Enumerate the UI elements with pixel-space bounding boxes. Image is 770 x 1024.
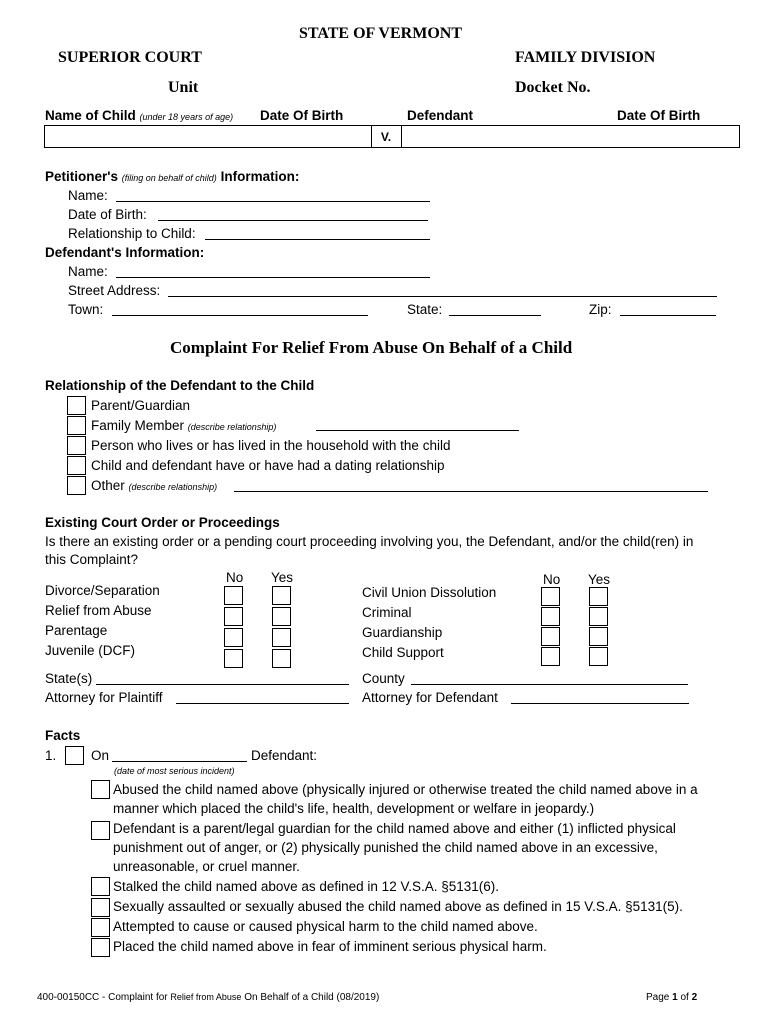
proceeding-divorce: Divorce/Separation [45,583,160,598]
defendant-name-label: Name: [68,264,108,279]
versus-cell: V. [371,126,402,147]
checkbox-parent-guardian[interactable] [67,396,86,415]
relief-from-abuse-no-checkbox[interactable] [224,607,243,626]
fact-sexual-assault-checkbox[interactable] [91,898,110,917]
fact-punishment-line1: Defendant is a parent/legal guardian for the child named above and either (1) inflicted physical [113,821,676,836]
petitioner-dob-field[interactable] [158,220,428,221]
fact-punishment-checkbox[interactable] [91,821,110,840]
fact-fear: Placed the child named above in fear of imminent serious physical harm. [113,939,547,954]
defendant-label: Defendant [407,108,474,123]
guardianship-yes-checkbox[interactable] [589,627,608,646]
court-orders-heading: Existing Court Order or Proceedings [45,515,280,530]
relationship-heading: Relationship of the Defendant to the Child [45,378,315,393]
fact-physical-harm-checkbox[interactable] [91,918,110,937]
fact-abused-line2: manner which placed the child's life, health, development or welfare in jeopardy.) [113,801,595,816]
state-heading: STATE OF VERMONT [299,25,462,42]
fact-fear-checkbox[interactable] [91,938,110,957]
fact-1-checkbox[interactable] [65,746,84,765]
juvenile-yes-checkbox[interactable] [272,649,291,668]
fact-physical-harm: Attempted to cause or caused physical harm to the child named above. [113,919,538,934]
name-of-child-label: Name of Child (under 18 years of age) [45,108,234,123]
unit-label: Unit [168,79,199,96]
relief-from-abuse-yes-checkbox[interactable] [272,607,291,626]
defendant-name-field[interactable] [116,277,430,278]
division-heading: FAMILY DIVISION [515,49,656,66]
fact-abused-line1: Abused the child named above (physically injured or otherwise treated the child named above in a [113,782,698,797]
right-no-header: No [543,572,561,587]
family-member-relationship-field[interactable] [316,430,519,431]
fact-sexual-assault: Sexually assaulted or sexually abused the child named above as defined in 15 V.S.A. §5131(5). [113,899,683,914]
parentage-no-checkbox[interactable] [224,628,243,647]
option-household-member: Person who lives or has lived in the household with the child [91,438,451,453]
option-parent-guardian: Parent/Guardian [91,398,191,413]
states-label: State(s) [45,671,93,686]
option-family-member: Family Member (describe relationship) [91,418,277,433]
checkbox-family-member[interactable] [67,416,86,435]
incident-date-note: (date of most serious incident) [114,766,235,776]
fact-defendant-label: Defendant: [251,748,318,763]
attorney-plaintiff-label: Attorney for Plaintiff [45,690,163,705]
defendant-name-dob-field[interactable] [401,126,738,147]
child-name-dob-field[interactable] [45,126,372,147]
divorce-yes-checkbox[interactable] [272,586,291,605]
defendant-zip-label: Zip: [589,302,612,317]
fact-stalked: Stalked the child named above as defined in 12 V.S.A. §5131(6). [113,879,500,894]
petitioner-dob-label: Date of Birth: [68,207,147,222]
parentage-yes-checkbox[interactable] [272,628,291,647]
petitioner-relationship-label: Relationship to Child: [68,226,196,241]
civil-union-no-checkbox[interactable] [541,587,560,606]
other-relationship-field[interactable] [234,491,708,492]
fact-number: 1. [45,748,57,763]
attorney-plaintiff-field[interactable] [176,703,349,704]
proceeding-relief-from-abuse: Relief from Abuse [45,603,152,618]
county-field[interactable] [411,684,688,685]
incident-date-field[interactable] [112,761,247,762]
fact-abused-checkbox[interactable] [91,780,110,799]
court-orders-question: Is there an existing order or a pending court proceeding involving you, the Defendant, and/or the child(ren) in [45,534,694,549]
proceeding-juvenile: Juvenile (DCF) [45,643,136,658]
attorney-defendant-field[interactable] [511,703,689,704]
guardianship-no-checkbox[interactable] [541,627,560,646]
petitioner-name-label: Name: [68,188,108,203]
page-number: Page 1 of 2 [646,992,698,1003]
form-code-footer: 400-00150CC - Complaint for Relief from Abuse On Behalf of a Child (08/2019) [37,992,380,1003]
defendant-street-label: Street Address: [68,283,161,298]
proceeding-civil-union: Civil Union Dissolution [362,585,497,600]
proceeding-parentage: Parentage [45,623,108,638]
criminal-yes-checkbox[interactable] [589,607,608,626]
defendant-town-field[interactable] [112,315,368,316]
right-yes-header: Yes [588,572,611,587]
child-dob-label: Date Of Birth [260,108,344,123]
divorce-no-checkbox[interactable] [224,586,243,605]
defendant-info-heading: Defendant's Information: [45,245,205,260]
defendant-town-label: Town: [68,302,104,317]
proceeding-criminal: Criminal [362,605,412,620]
petitioner-heading: Petitioner's (filing on behalf of child) Information: [45,169,300,184]
checkbox-dating-relationship[interactable] [67,456,86,475]
docket-label: Docket No. [515,79,591,96]
child-support-yes-checkbox[interactable] [589,647,608,666]
county-label: County [362,671,405,686]
option-other: Other (describe relationship) [91,478,218,493]
form-title: Complaint For Relief From Abuse On Behalf of a Child [170,338,573,357]
court-orders-question-cont: this Complaint? [45,552,139,567]
fact-stalked-checkbox[interactable] [91,877,110,896]
fact-punishment-line3: unreasonable, or cruel manner. [113,859,300,874]
left-yes-header: Yes [271,570,294,585]
court-heading: SUPERIOR COURT [58,49,202,66]
proceeding-guardianship: Guardianship [362,625,443,640]
left-no-header: No [226,570,244,585]
defendant-state-label: State: [407,302,443,317]
caption-grid [44,125,740,148]
checkbox-household-member[interactable] [67,436,86,455]
civil-union-yes-checkbox[interactable] [589,587,608,606]
facts-heading: Facts [45,728,81,743]
defendant-state-field[interactable] [449,315,541,316]
proceeding-child-support: Child Support [362,645,444,660]
petitioner-name-field[interactable] [116,201,430,202]
attorney-defendant-label: Attorney for Defendant [362,690,498,705]
petitioner-relationship-field[interactable] [205,239,430,240]
child-support-no-checkbox[interactable] [541,647,560,666]
option-dating-relationship: Child and defendant have or have had a dating relationship [91,458,445,473]
defendant-zip-field[interactable] [620,315,716,316]
fact-punishment-line2: punishment out of anger, or (2) physically punished the child named above in an excessive, [113,840,658,855]
states-field[interactable] [96,684,349,685]
checkbox-other[interactable] [67,476,86,495]
defendant-dob-label: Date Of Birth [617,108,701,123]
defendant-street-field[interactable] [168,296,717,297]
fact-on-label: On [91,748,110,763]
criminal-no-checkbox[interactable] [541,607,560,626]
juvenile-no-checkbox[interactable] [224,649,243,668]
